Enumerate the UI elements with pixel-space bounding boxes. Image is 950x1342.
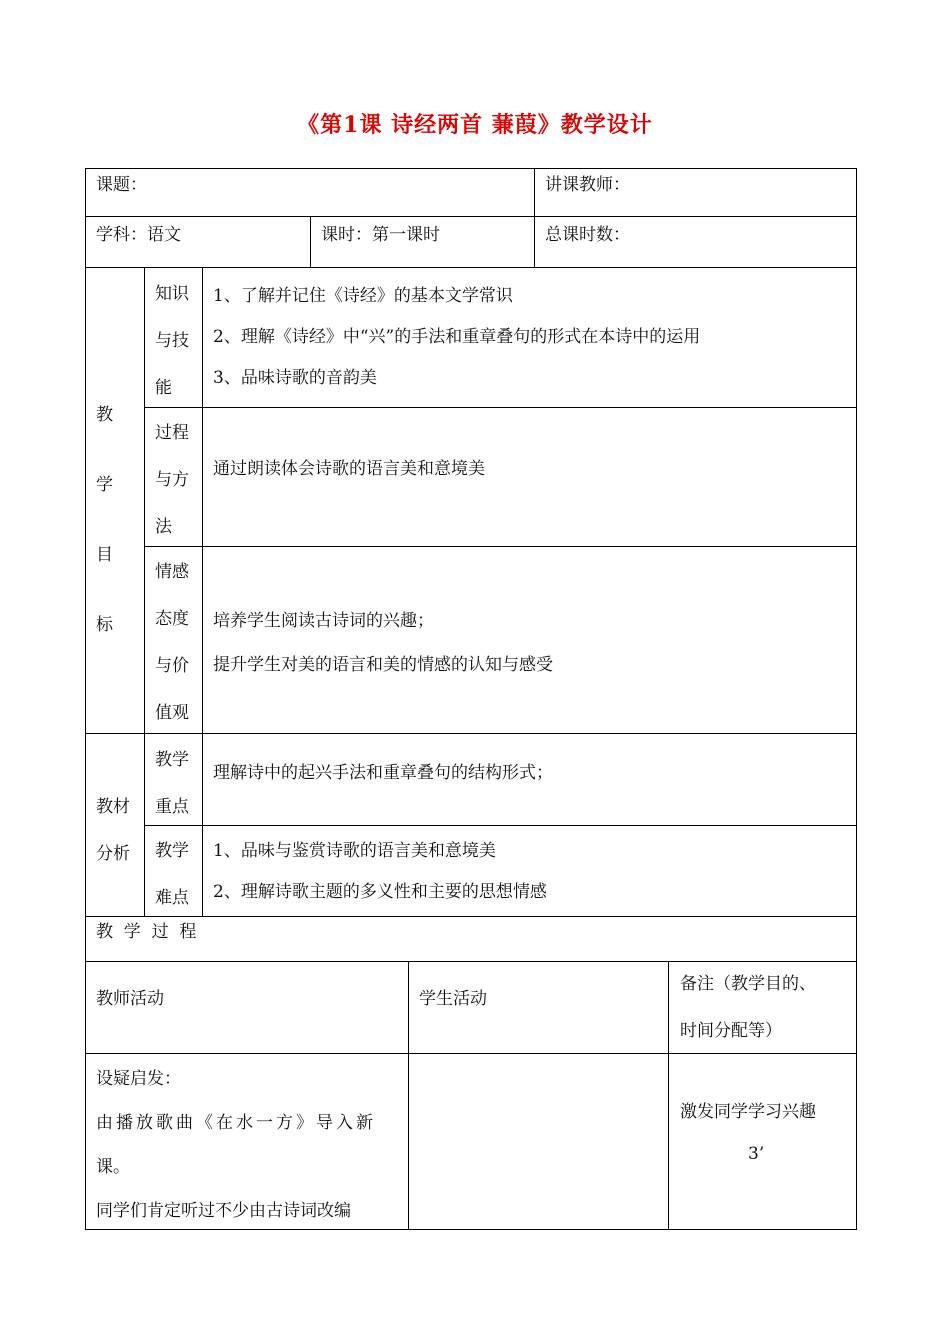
knowledge-label [155,271,189,412]
student-activity-header: 学生活动 [419,989,487,1009]
knowledge-item: 3、品味诗歌的音韵美 [213,368,377,388]
objectives-label-char: 学 [96,475,113,495]
emotion-label-line: 态度 [155,609,189,629]
teacher-activity-content [96,1057,376,1233]
objectives-label-char: 标 [96,615,113,635]
objectives-label-char: 目 [96,545,113,565]
knowledge-label-line: 知识 [155,284,189,304]
emotion-items [213,599,553,687]
note-time: 3’ [748,1144,765,1164]
notes-header [680,961,816,1055]
teacher-activity-line: 课。 [96,1157,130,1177]
knowledge-label-line: 与技 [155,331,189,351]
process-label [155,410,189,551]
knowledge-items [213,276,700,399]
total-periods-label: 总课时数： [545,225,630,245]
document-title: 《第1课 诗经两首 蒹葭》教学设计 [297,112,653,138]
difficulty-items [213,831,547,913]
key-points-label [155,737,189,831]
period-label: 课时：第一课时 [321,225,440,245]
difficulty-item: 2、理解诗歌主题的多义性和主要的思想情感 [213,882,547,902]
analysis-label [96,784,130,878]
process-label-line: 与方 [155,470,189,490]
key-points-label-line: 教学 [155,750,189,770]
analysis-label-line: 分析 [96,844,130,864]
key-point-item: 理解诗中的起兴手法和重章叠句的结构形式； [213,763,553,783]
teacher-activity-line: 由播放歌曲《在水一方》导入新 [96,1113,376,1133]
emotion-label [155,549,189,737]
difficulty-label [155,828,189,922]
notes-header-line: 备注（教学目的、 [680,974,816,994]
subject-label: 学科：语文 [96,225,181,245]
emotion-label-line: 情感 [155,562,189,582]
teacher-activity-header: 教师活动 [96,989,164,1009]
teacher-activity-line: 同学们肯定听过不少由古诗词改编 [96,1201,351,1221]
emotion-label-line: 与价 [155,656,189,676]
difficulty-item: 1、品味与鉴赏诗歌的语言美和意境美 [213,841,496,861]
teacher-activity-line: 设疑启发： [96,1069,181,1089]
knowledge-label-line: 能 [155,378,172,398]
process-heading: 教 学 过 程 [96,922,197,942]
key-points-label-line: 重点 [155,797,189,817]
emotion-item: 培养学生阅读古诗词的兴趣； [213,611,434,631]
knowledge-item: 1、了解并记住《诗经》的基本文学常识 [213,286,513,306]
difficulty-label-line: 难点 [155,888,189,908]
objectives-label [96,380,113,660]
difficulty-label-line: 教学 [155,841,189,861]
notes-header-line: 时间分配等） [680,1021,782,1041]
note-content: 激发同学学习兴趣 [680,1102,816,1122]
knowledge-item: 2、理解《诗经》中“兴”的手法和重章叠句的形式在本诗中的运用 [213,327,701,347]
analysis-label-line: 教材 [96,797,130,817]
emotion-label-line: 值观 [155,703,189,723]
emotion-item: 提升学生对美的语言和美的情感的认知与感受 [213,655,553,675]
process-label-line: 法 [155,517,172,537]
process-item: 通过朗读体会诗歌的语言美和意境美 [213,459,485,479]
topic-label: 课题： [96,175,147,195]
objectives-label-char: 教 [96,405,113,425]
teacher-label: 讲课教师： [545,175,630,195]
process-label-line: 过程 [155,423,189,443]
